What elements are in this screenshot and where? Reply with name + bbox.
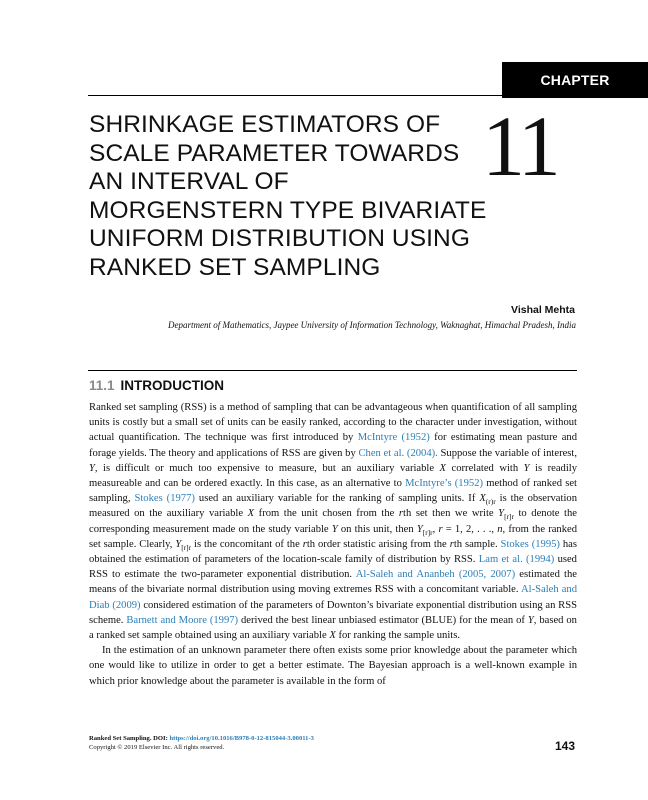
footer-copyright: Copyright © 2019 Elsevier Inc. All rights reserved. (89, 744, 225, 751)
text-run: is the observation measured on the auxiliary variable (89, 493, 577, 520)
math-variable: X (479, 493, 486, 505)
chapter-label: CHAPTER (502, 62, 648, 98)
text-run: method of ranked set sampling, (89, 478, 577, 505)
math-variable: Y (331, 523, 338, 535)
math-variable: X (439, 462, 447, 474)
text-run: , from the ranked set sample. Clearly, (89, 523, 578, 550)
top-rule (88, 95, 502, 96)
author-affiliation: Department of Mathematics, Jaypee University of Information Technology, Waknaghat, Himachal Pradesh, India (167, 320, 576, 330)
paragraph (89, 400, 577, 643)
text-run: estimated the means of the bivariate normal distribution using moving extremes RSS with a concomitant variable. (89, 569, 577, 596)
body-text (89, 400, 577, 689)
chapter-title-line: MORGENSTERN TYPE BIVARIATE (89, 196, 487, 224)
math-variable: r (398, 508, 404, 520)
citation-link[interactable]: McIntyre’s (1952) (405, 478, 484, 490)
section-rule (88, 370, 577, 371)
chapter-title-line: AN INTERVAL OF (89, 168, 289, 195)
subscript: (r)r (485, 497, 496, 507)
text-run: correlated with (446, 462, 524, 474)
text-run: derived the best linear unbiased estimator (BLUE) for the mean of (238, 614, 528, 626)
citation-link[interactable]: McIntyre (1952) (357, 432, 430, 444)
subscript: [r]r (422, 527, 433, 537)
section-heading (89, 378, 224, 393)
math-variable: Y (416, 523, 423, 535)
text-run: , (432, 523, 439, 535)
chapter-title-line: RANKED SET SAMPLING (89, 253, 381, 281)
chapter-title-line: SCALE PARAMETER TOWARDS (89, 139, 460, 167)
footer-doi-label: DOI: (153, 735, 168, 742)
citation-link[interactable]: Chen et al. (2004). (358, 447, 438, 459)
author-name: Vishal Mehta (511, 304, 575, 316)
text-run: used RSS to estimate the two-parameter exponential distribution. (89, 554, 577, 581)
citation-link[interactable]: Stokes (1977) (134, 493, 195, 505)
text-run: used an auxiliary variable for the ranking of sampling units. If (194, 493, 480, 505)
footer-doi-line (89, 734, 314, 743)
citation-link[interactable]: Barnett and Moore (1997) (126, 614, 239, 626)
text-run: , based on a ranked set sample obtained using an auxiliary variable (89, 614, 577, 642)
text-run: th order statistic arising from the (306, 538, 450, 550)
doi-link[interactable]: https://doi.org/10.1016/B978-0-12-815044-3.00011-3 (169, 735, 314, 742)
text-run: th set then we write (403, 508, 499, 520)
math-variable: Y (523, 462, 530, 474)
text-run: is the concomitant of the (191, 538, 303, 550)
section-number: 11.1 (89, 378, 115, 393)
citation-link[interactable]: Al-Saleh and Ananbeh (2005, 2007) (355, 569, 516, 581)
math-variable: Y (527, 614, 534, 626)
text-run: has obtained the estimation of parameters of the location-scale family of distribution by RSS. (89, 538, 578, 566)
math-variable: Y (89, 462, 95, 474)
math-variable: n (497, 523, 503, 535)
text-run: = 1, 2, . . ., (442, 523, 498, 535)
subscript: [r]r (181, 542, 192, 552)
footer-venue: Ranked Set Sampling. (89, 735, 152, 742)
math-variable: Y (175, 538, 182, 550)
math-variable: r (438, 523, 443, 535)
text-run: , is difficult or much too expensive to measure, but an auxiliary variable (94, 462, 440, 474)
subscript: [r]r (504, 512, 514, 522)
text-run: Suppose the variable of interest, (437, 447, 578, 459)
citation-link[interactable]: Lam et al. (1994) (478, 554, 555, 566)
chapter-title (89, 111, 489, 282)
text-run: to denote the corresponding measurement made on the study variable (89, 508, 577, 535)
footer-citation (89, 734, 314, 752)
text-run: from the unit chosen from the (254, 508, 399, 520)
text-run: on this unit, then (337, 523, 417, 535)
text-run: for estimating mean pasture and forage yields. The theory and applications of RSS are given by (89, 432, 578, 459)
text-run: considered estimation of the parameters of Downton’s bivariate exponential distribution using an RSS scheme. (89, 599, 578, 626)
math-variable: r (449, 538, 454, 550)
chapter-title-line: SHRINKAGE ESTIMATORS OF (89, 111, 441, 138)
chapter-title-line: UNIFORM DISTRIBUTION USING (89, 225, 470, 252)
section-title: INTRODUCTION (120, 378, 225, 393)
citation-link[interactable]: Al-Saleh and Diab (2009) (89, 584, 577, 611)
text-run: is readily measureable and can be ordered exactly. In this case, as an alternative to (89, 462, 578, 490)
math-variable: r (302, 538, 307, 550)
math-variable: X (329, 630, 336, 642)
text-run: Ranked set sampling (RSS) is a method of sampling that can be advantageous when quantification of all sampling units is costly but a small set of units can be easily ranked, according to the character under investigation, without actual quantification. The technique was first introduced by (89, 402, 577, 444)
text-run: for ranking the sample units. (335, 630, 460, 642)
math-variable: X (247, 508, 255, 520)
page-number: 143 (554, 739, 575, 753)
paragraph: In the estimation of an unknown parameter there often exists some prior knowledge about the parameter which one would like to utilize in order to get a better estimate. The Bayesian approach is a well-known example in which prior knowledge about the parameter is available in the form of (89, 645, 577, 687)
text-run: th sample. (453, 538, 501, 550)
chapter-number: 11 (482, 98, 557, 194)
citation-link[interactable]: Stokes (1995) (500, 538, 560, 550)
math-variable: Y (498, 508, 505, 520)
